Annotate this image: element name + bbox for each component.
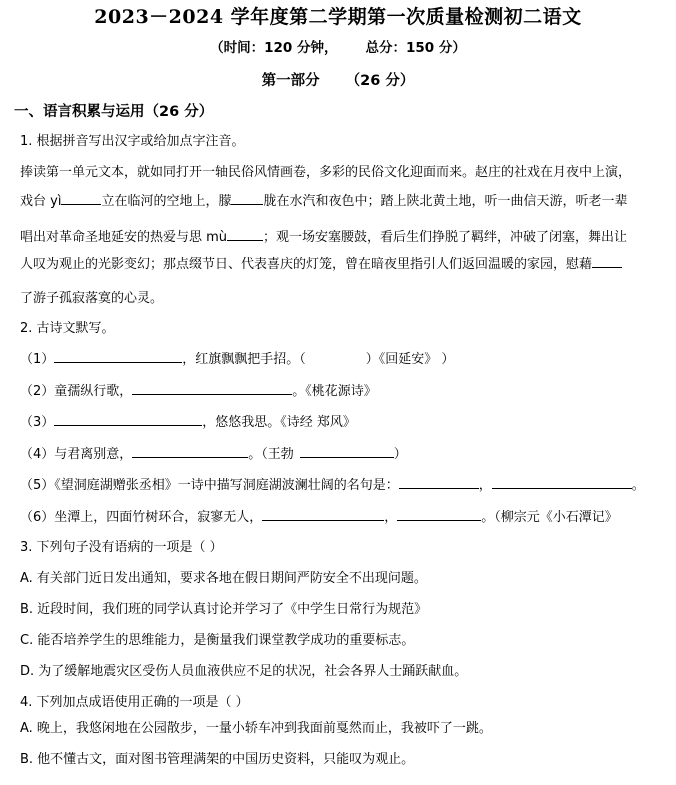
- q1-line-5: 了游子孤寂落寞的心灵。: [20, 291, 164, 306]
- q1-text-3b: ；观一场安塞腰鼓，看后生们挣脱了羁绊，冲破了闭塞，舞出让: [263, 230, 628, 245]
- q2-item-5: [20, 476, 645, 494]
- exam-total-score: 总分：150 分）: [365, 40, 466, 56]
- q3-title: 3. 下列句子没有语病的一项是（ ）: [20, 540, 223, 555]
- q1-line-1: 捧读第一单元文本，就如同打开一轴民俗风情画卷，多彩的民俗文化迎面而来。赵庄的社戏在月夜中上演，: [20, 165, 632, 180]
- exam-title: 2023－2024 学年度第二学期第一次质量检测初二语文: [94, 6, 582, 28]
- q2-item-5-end: 。: [631, 478, 645, 493]
- q2-blank-4[interactable]: [132, 445, 248, 458]
- q2-blank-2[interactable]: [132, 382, 292, 395]
- q1-pinyin-mu: 唱出对革命圣地延安的热爱与思 mù: [20, 230, 228, 245]
- q3-option-a[interactable]: A. 有关部门近日发出通知，要求各地在假日期间严防安全不出现问题。: [20, 571, 427, 586]
- q1-text-2b: 立在临河的空地上，朦: [101, 194, 232, 209]
- part-label: 第一部分: [261, 73, 320, 89]
- q3-option-d[interactable]: D. 为了缓解地震灾区受伤人员血液供应不足的状况，社会各界人士踊跃献血。: [20, 664, 468, 679]
- q2-item-4-text: （4）与君离别意，: [20, 447, 133, 462]
- exam-subtitle: [0, 36, 676, 56]
- q2-blank-5[interactable]: [300, 445, 394, 458]
- q2-item-4-close: ）: [393, 447, 407, 462]
- q2-title: 2. 古诗文默写。: [20, 321, 115, 336]
- part-heading: [0, 69, 676, 90]
- q2-item-1: [20, 350, 454, 368]
- q2-item-2-source: 。《桃花源诗》: [292, 384, 377, 399]
- q1-text-4a: 人叹为观止的光影变幻；那点缀节日、代表喜庆的灯笼，曾在暗夜里指引人们返回温暖的家园，慰藉: [20, 257, 593, 272]
- q2-item-6-text: （6）坐潭上，四面竹树环合，寂寥无人，: [20, 510, 263, 525]
- q2-item-4-author: 。（王勃: [248, 447, 294, 462]
- q2-blank-7[interactable]: [492, 476, 632, 489]
- q1-blank-3[interactable]: [227, 228, 263, 241]
- q4-title: 4. 下列加点成语使用正确的一项是（ ）: [20, 695, 249, 710]
- q1-blank-4[interactable]: [592, 255, 622, 268]
- section-title: 一、语言积累与运用（26 分）: [14, 104, 214, 120]
- q2-item-6-source: 。（柳宗元《小石潭记》: [481, 510, 618, 525]
- q2-item-3-num: （3）: [20, 415, 55, 430]
- q2-item-1-source: ）《回延安》 ）: [365, 352, 455, 367]
- q2-blank-1[interactable]: [54, 350, 182, 363]
- q2-item-5-text: （5）《望洞庭湖赠张丞相》一诗中描写洞庭湖波澜壮阔的名句是：: [20, 478, 399, 493]
- q2-item-1-text: ，红旗飘飘把手招。（: [182, 352, 306, 367]
- q1-line-4: [20, 255, 622, 273]
- q1-line-3: [20, 228, 627, 246]
- q1-blank-2[interactable]: [231, 192, 263, 205]
- q2-item-2: [20, 382, 377, 400]
- q3-option-b[interactable]: B. 近段时间，我们班的同学认真讨论并学习了《中学生日常行为规范》: [20, 602, 428, 617]
- q2-item-3-source: ，悠悠我思。《诗经 郑风》: [202, 415, 356, 430]
- part-points: （26 分）: [345, 73, 415, 89]
- q1-line-2: [20, 192, 627, 210]
- q2-item-3: [20, 413, 356, 431]
- q3-option-c[interactable]: C. 能否培养学生的思维能力，是衡量我们课堂教学成功的重要标志。: [20, 633, 415, 648]
- q1-title: 1. 根据拼音写出汉字或给加点字注音。: [20, 134, 245, 149]
- exam-time: （时间：120 分钟，: [210, 40, 338, 56]
- q2-blank-9[interactable]: [397, 508, 481, 521]
- q2-blank-6[interactable]: [399, 476, 479, 489]
- q4-option-b[interactable]: B. 他不懂古文，面对图书管理满架的中国历史资料，只能叹为观止。: [20, 752, 415, 767]
- q2-item-4: [20, 445, 407, 463]
- q2-blank-8[interactable]: [262, 508, 384, 521]
- q1-text-2c: 胧在水汽和夜色中；踏上陕北黄土地，听一曲信天游，听老一辈: [263, 194, 628, 209]
- q2-item-6: [20, 508, 618, 526]
- q2-item-5-comma: ，: [478, 478, 492, 493]
- q4-option-a[interactable]: A. 晚上，我悠闲地在公园散步，一量小轿车冲到我面前戛然而止，我被吓了一跳。: [20, 721, 492, 736]
- q2-blank-3[interactable]: [54, 413, 202, 426]
- q2-item-2-text: （2）童孺纵行歌，: [20, 384, 133, 399]
- q2-item-1-num: （1）: [20, 352, 55, 367]
- q1-blank-1[interactable]: [61, 192, 101, 205]
- q1-pinyin-yi: 戏台 yì: [20, 194, 62, 209]
- q2-item-6-comma: ，: [384, 510, 398, 525]
